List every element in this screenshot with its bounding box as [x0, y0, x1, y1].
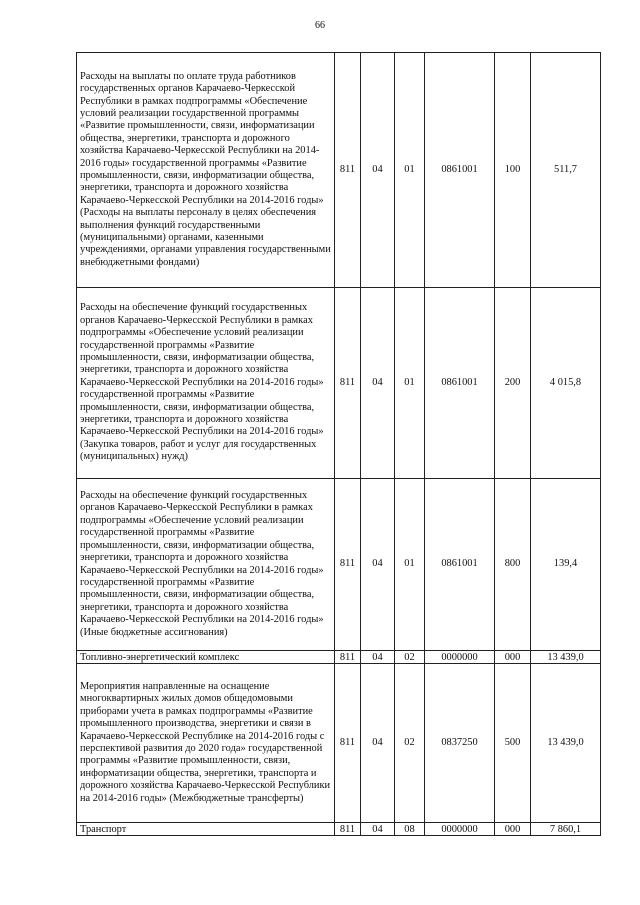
ministry-code: 811: [335, 651, 361, 664]
row-description: Расходы на обеспечение функций государственных органов Карачаево-Черкесской Республики в рамках подпрограммы «Обеспечение условий реализации государственной программы «Развитие промышленности, связи, информатизации общества, энергетики, транспорта и дорожного хозяйства Карачаево-Черкесской Республики на 2014-2016 годы» государственной программы «Развитие промышленности, связи, информатизации общества, энергетики, транспорта и дорожного хозяйства Карачаево-Черкесской Республики на 2014-2016 годы» (Иные бюджетные ассигнования): [77, 479, 335, 651]
table-row: [77, 53, 601, 288]
row-description: Топливно-энергетический комплекс: [77, 651, 335, 664]
amount: 13 439,0: [531, 651, 601, 664]
table-row: [77, 288, 601, 479]
expense-type-code: 100: [495, 53, 531, 288]
row-description: Мероприятия направленные на оснащение многоквартирных жилых домов общедомовыми приборами учета в рамках подпрограммы «Развитие промышленного производства, энергетики и связи в Карачаево-Черкесской Республике на 2014-2016 годы с перспективой развития до 2020 года» государственной программы «Развитие промышленности, связи, информатизации общества, энергетики, транспорта и дорожного хозяйства Карачаево-Черкесской Республики на 2014-2016 годы» (Межбюджетные трансферты): [77, 664, 335, 823]
row-description: Расходы на обеспечение функций государственных органов Карачаево-Черкесской Республики в рамках подпрограммы «Обеспечение условий реализации государственной программы «Развитие промышленности, связи, информатизации общества, энергетики, транспорта и дорожного хозяйства Карачаево-Черкесской Республики на 2014-2016 годы» государственной программы «Развитие промышленности, связи, информатизации общества, энергетики, транспорта и дорожного хозяйства Карачаево-Черкесской Республики на 2014-2016 годы» (Закупка товаров, работ и услуг для государственных (муниципальных) нужд): [77, 288, 335, 479]
ministry-code: 811: [335, 823, 361, 836]
target-article-code: 0837250: [425, 664, 495, 823]
table-row: [77, 823, 601, 836]
target-article-code: 0861001: [425, 288, 495, 479]
amount: 7 860,1: [531, 823, 601, 836]
amount: 139,4: [531, 479, 601, 651]
section-code: 04: [361, 479, 395, 651]
subsection-code: 01: [395, 53, 425, 288]
section-code: 04: [361, 664, 395, 823]
expense-type-code: 000: [495, 823, 531, 836]
target-article-code: 0861001: [425, 53, 495, 288]
ministry-code: 811: [335, 288, 361, 479]
amount: 511,7: [531, 53, 601, 288]
ministry-code: 811: [335, 664, 361, 823]
row-description: Транспорт: [77, 823, 335, 836]
table-row: [77, 479, 601, 651]
table-row: [77, 651, 601, 664]
expense-type-code: 000: [495, 651, 531, 664]
amount: 4 015,8: [531, 288, 601, 479]
expense-type-code: 200: [495, 288, 531, 479]
section-code: 04: [361, 823, 395, 836]
target-article-code: 0000000: [425, 651, 495, 664]
subsection-code: 01: [395, 288, 425, 479]
expense-type-code: 500: [495, 664, 531, 823]
expense-type-code: 800: [495, 479, 531, 651]
section-code: 04: [361, 651, 395, 664]
table-row: [77, 664, 601, 823]
ministry-code: 811: [335, 53, 361, 288]
subsection-code: 02: [395, 664, 425, 823]
amount: 13 439,0: [531, 664, 601, 823]
row-description: Расходы на выплаты по оплате труда работников государственных органов Карачаево-Черкесской Республики в рамках подпрограммы «Обеспечение условий реализации государственной программы «Развитие промышленности, связи, информатизации общества, энергетики, транспорта и дорожного хозяйства Карачаево-Черкесской Республики на 2014-2016 годы» государственной программы «Развитие промышленности, связи, информатизации общества, энергетики, транспорта и дорожного хозяйства Карачаево-Черкесской Республики на 2014-2016 годы» (Расходы на выплаты персоналу в целях обеспечения выполнения функций государственными (муниципальными) органами, казенными учреждениями, органами управления государственными внебюджетными фондами): [77, 53, 335, 288]
section-code: 04: [361, 53, 395, 288]
subsection-code: 08: [395, 823, 425, 836]
page-number: 66: [315, 20, 325, 31]
target-article-code: 0000000: [425, 823, 495, 836]
ministry-code: 811: [335, 479, 361, 651]
section-code: 04: [361, 288, 395, 479]
subsection-code: 02: [395, 651, 425, 664]
target-article-code: 0861001: [425, 479, 495, 651]
subsection-code: 01: [395, 479, 425, 651]
budget-table: [76, 52, 601, 836]
